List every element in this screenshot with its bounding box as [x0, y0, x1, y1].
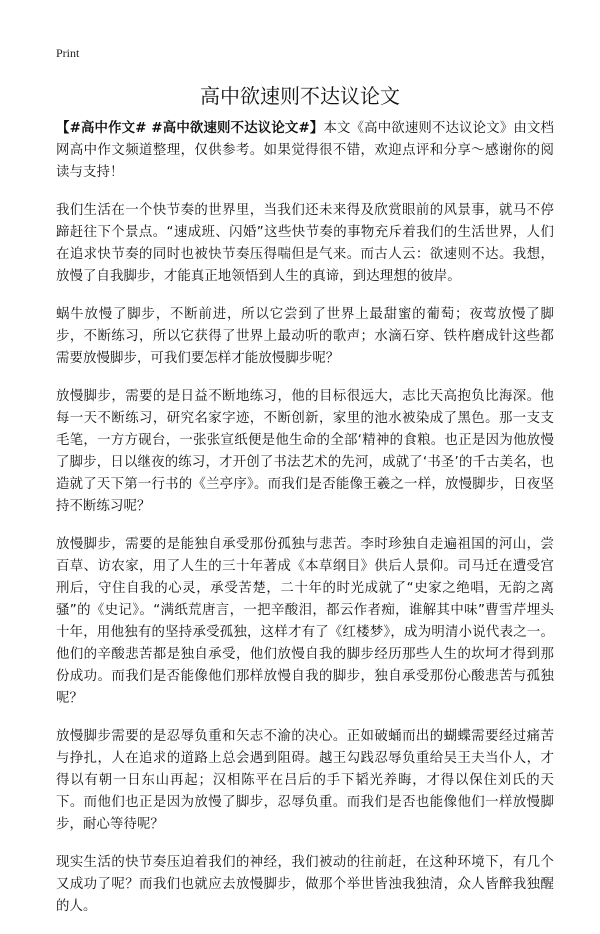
intro-text: 本文《高中欲速则不达议论文》由文档网高中作文频道整理，仅供参考。如果觉得很不错，欢迎点评和分享～感谢你的阅读与支持！ — [56, 121, 555, 180]
tag-line: 【#高中作文# #高中欲速则不达议论文#】 — [56, 121, 324, 136]
print-link[interactable]: Print — [56, 46, 80, 60]
body-paragraph-6: 现实生活的快节奏压迫着我们的神经，我们被动的往前赶，在这种环境下，有几个又成功了呢？而我们也就应去放慢脚步，做那个举世皆浊我独清，众人皆醉我独醒的人。 — [56, 855, 554, 914]
article-body — [56, 118, 554, 934]
body-paragraph-2: 蜗牛放慢了脚步，不断前进，所以它尝到了世界上最甜蜜的葡萄；夜莺放慢了脚步，不断练习，所以它获得了世界上最动听的歌声；水滴石穿、铁杵磨成针这些都需要放慢脚步，可我们要怎样才能放慢脚步呢？ — [56, 307, 554, 366]
body-paragraph-1: 我们生活在一个快节奏的世界里，当我们还未来得及欣赏眼前的风景事，就马不停蹄赶往下个景点。“速成班、闪婚”这些快节奏的事物充斥着我们的生活世界，人们在追求快节奏的同时也被快节奏压得喘但是气来。而古人云：欲速则不达。我想，放慢了自我脚步，才能真正地领悟到人生的真谛，到达理想的彼岸。 — [56, 203, 554, 284]
body-paragraph-4: 放慢脚步，需要的是能独自承受那份孤独与悲苦。李时珍独自走遍祖国的河山，尝百草、访农家，用了人生的三十年著成《本草纲目》供后人景仰。司马迁在遭受宫刑后，守住自我的心灵，承受苦楚，二十年的时光成就了“史家之绝唱，无韵之离骚”的《史记》。“满纸荒唐言，一把辛酸泪，都云作者痴，谁解其中味”曹雪芹埋头十年，用他独有的坚持承受孤独，这样才有了《红楼梦》，成为明清小说代表之一。他们的辛酸悲苦都是独自承受，他们放慢自我的脚步经历那些人生的坎坷才得到那份成功。而我们是否能像他们那样放慢自我的脚步，独自承受那份心酸悲苦与孤独呢？ — [56, 537, 554, 706]
body-paragraph-5: 放慢脚步需要的是忍辱负重和矢志不渝的决心。正如破蛹而出的蝴蝶需要经过痛苦与挣扎，人在追求的道路上总会遇到阻碍。越王勾践忍辱负重给吴王夫当仆人，才得以有朝一日东山再起；汉相陈平在吕后的手下韬光养晦，才得以保住刘氏的天下。而他们也正是因为放慢了脚步，忍辱负重。而我们是否也能像他们一样放慢脚步，耐心等待呢？ — [56, 729, 554, 832]
intro-paragraph — [56, 118, 554, 184]
page-title: 高中欲速则不达议论文 — [200, 84, 400, 108]
body-paragraph-3: 放慢脚步，需要的是日益不断地练习，他的目标很远大，志比天高抱负比海深。他每一天不断练习，研究名家字迹，不断创新，家里的池水被染成了黑色。那一支支毛笔，一方方砚台，一张张宣纸便是他生命的全部‘精神的食粮。也正是因为他放慢了脚步，日以继夜的练习，才开创了书法艺术的先河，成就了‘书圣’的千古美名，也造就了天下第一行书的《兰亭序》。而我们是否能像王羲之一样，放慢脚步，日夜坚持不断练习呢？ — [56, 389, 554, 514]
